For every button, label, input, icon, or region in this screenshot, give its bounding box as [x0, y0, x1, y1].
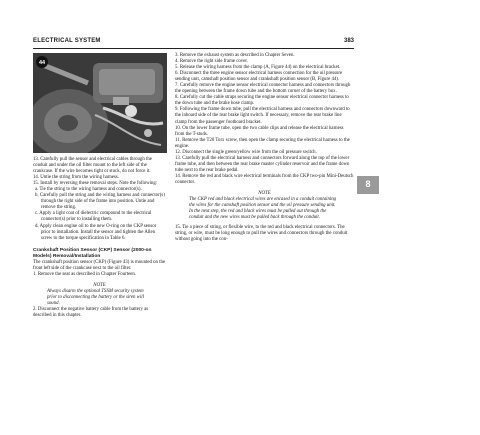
step-15: 15. Tie a piece of string, or flexible wire, to the red and black electrical connectors. The string, or wire, must be long enough to pull the wires and connectors through the conduit without going into the con-: [175, 225, 348, 243]
step-12: 12. Disconnect the single green/yellow wire from the oil pressure switch.: [175, 149, 317, 155]
engine-photo-illustration: [33, 53, 167, 153]
header-rule: [33, 48, 354, 49]
step-4: 4. Remove the right side frame cover.: [175, 59, 248, 65]
left-column: [33, 157, 166, 319]
chapter-tab: [357, 176, 379, 194]
right-column: [175, 53, 354, 243]
sub-step-a: a. Tie the string to the wiring harness and connector(s).: [35, 187, 142, 193]
step-9: 9. Following the frame down tube, pull the electrical harness and connectors downward to the inboard side of the rear brake light switch. If necessary, remove the rear brake line clamp from the passenger footboard bracket.: [175, 107, 350, 125]
paragraph: 15. Install by reversing these removal steps. Note the following:: [33, 181, 158, 187]
note-body: Always disarm the optional TSSM security system prior to disconnecting the battery or the siren will sound.: [47, 288, 144, 307]
step-1: 1. Remove the seat as described in Chapter Fourteen.: [33, 271, 137, 277]
figure-44-photo: [33, 53, 167, 153]
step-5: 5. Release the wiring harness from the clamp (A, Figure 44) on the electrical bracket.: [175, 65, 341, 71]
note-body: The CKP red and black electrical wires are encased in a conduit containing the wires for the camshaft position sensor and the oil pressure sending unit. In the next step, the red and black wires must be pulled out through the conduit and the new wires must be pulled back through the conduit.: [189, 197, 337, 221]
sub-step-d: d. Apply clean engine oil to the new O-ring on the CKP sensor prior to installation. Install the sensor and tighten the Allen screw to the torque specification in Table 6.: [35, 223, 157, 241]
note-title: NOTE: [258, 191, 271, 197]
step-14: 14. Remove the red and black wire electrical terminals from the CKP two-pin Mini-Deutsch connector.: [175, 173, 354, 185]
step-6: 6. Disconnect the three engine sensor electrical harness connection for the oil pressure sending unit, camshaft position sensor and crankshaft position sensor (B, Figure 44).: [175, 71, 343, 83]
section-heading: Crankshaft Position Sensor (CKP) Sensor (2000-on Models) Removal/Installation: [33, 247, 152, 259]
figure-number-badge: 44: [38, 60, 46, 66]
step-13: 13. Carefully pull the electrical harness and connectors forward along the top of the lower frame tube, and then between the rear brake master cylinder reservoir and the frame down tube next to the rear brake pedal.: [175, 155, 350, 173]
sub-step-c: c. Apply a light coat of dielectric compound to the electrical connector(s) prior to installing them.: [35, 211, 152, 223]
step-8: 8. Carefully cut the cable straps securing the engine sensor electrical connector harness to the down tube and the brake hose clamp.: [175, 95, 349, 107]
sub-step-b: b. Carefully pull the string and the wiring harness and connector(s) through the right side of the frame into position. Untie and remove the string.: [35, 193, 165, 211]
step-3: 3. Remove the exhaust system as described in Chapter Seven.: [175, 53, 295, 58]
step-11: 11. Remove the T20 Torx screw, then open the clamp securing the electrical harness to the engine.: [175, 137, 350, 149]
chapter-tab-label: 8: [365, 179, 371, 189]
paragraph: 14. Untie the string from the wiring harness.: [33, 175, 119, 181]
page-number: 383: [343, 38, 354, 44]
step-7: 7. Carefully remove the engine sensor electrical connector harness and connectors through the opening between the frame down tube and the bottom corner of the battery box.: [175, 83, 351, 95]
intro-paragraph: The crankshaft position sensor (CKP) (Figure 43) is mounted on the front left side of the crankcase next to the oil filter.: [33, 259, 166, 271]
section-title: ELECTRICAL SYSTEM: [33, 38, 101, 44]
page-header: [33, 38, 354, 48]
paragraph: 13. Carefully pull the sensor and electrical cables through the conduit and under the oil filter mount to the left side of the crankcase. If the wire becomes tight or stuck, do not force it.: [33, 157, 152, 175]
step-2: 2. Disconnect the negative battery cable from the battery as described in this chapter.: [33, 307, 149, 319]
note-title: NOTE: [93, 282, 106, 288]
step-10: 10. On the lower frame tube, open the two cable clips and release the electrical harness from the T-studs.: [175, 125, 344, 137]
